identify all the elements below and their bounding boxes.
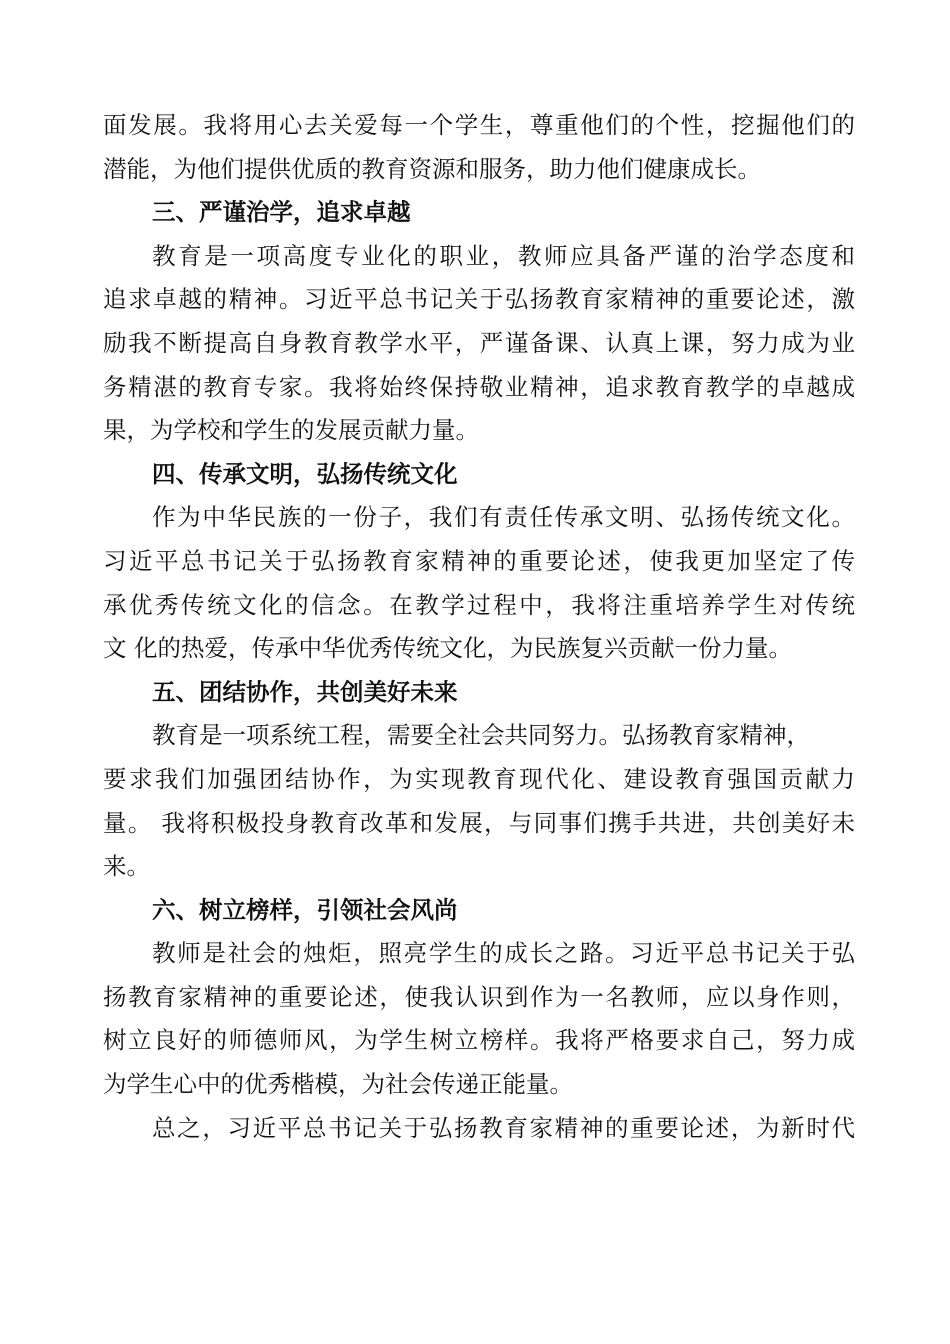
paragraph-line: 为学生心中的优秀楷模，为社会传递正能量。 — [103, 1070, 573, 1099]
paragraph-line: 树立良好的师德师风，为学生树立榜样。我将严格要求自己，努力成 — [103, 1026, 855, 1055]
paragraph-line: 教育是一项高度专业化的职业，教师应具备严谨的治学态度和 — [152, 241, 855, 270]
paragraph-line: 面发展。我将用心去关爱每一个学生，尊重他们的个性，挖掘他们的 — [103, 111, 855, 139]
paragraph-line: 总之，习近平总书记关于弘扬教育家精神的重要论述，为新时代 — [152, 1113, 855, 1142]
paragraph-line: 追求卓越的精神。习近平总书记关于弘扬教育家精神的重要论述，激 — [103, 285, 855, 314]
paragraph-line: 作为中华民族的一份子，我们有责任传承文明、弘扬传统文化。 — [152, 503, 855, 532]
paragraph-line: 习近平总书记关于弘扬教育家精神的重要论述，使我更加坚定了传 — [103, 546, 855, 575]
paragraph-line: 潜能，为他们提供优质的教育资源和服务，助力他们健康成长。 — [103, 154, 761, 183]
paragraph-line: 扬教育家精神的重要论述，使我认识到作为一名教师，应以身作则， — [103, 982, 855, 1011]
paragraph-line: 教师是社会的烛炬，照亮学生的成长之路。习近平总书记关于弘 — [152, 939, 855, 968]
paragraph-line: 务精湛的教育专家。我将始终保持敬业精神，追求教育教学的卓越成 — [103, 372, 855, 401]
section-heading-4: 四、传承文明，弘扬传统文化 — [152, 459, 458, 488]
paragraph-line: 励我不断提高自身教育教学水平，严谨备课、认真上课，努力成为业 — [103, 328, 855, 357]
section-heading-3: 三、严谨治学，追求卓越 — [152, 198, 411, 227]
paragraph-line: 文 化的热爱，传承中华优秀传统文化，为民族复兴贡献一份力量。 — [103, 634, 792, 663]
section-heading-6: 六、树立榜样，引领社会风尚 — [152, 895, 458, 924]
paragraph-line: 果，为学校和学生的发展贡献力量。 — [103, 416, 479, 445]
paragraph-line: 量。 我将积极投身教育改革和发展，与同事们携手共进，共创美好未 — [103, 808, 855, 837]
paragraph-line: 教育是一项系统工程，需要全社会共同努力。弘扬教育家精神， — [152, 721, 810, 750]
section-heading-5: 五、团结协作，共创美好未来 — [152, 677, 458, 706]
paragraph-line: 来。 — [103, 852, 150, 881]
paragraph-line: 承优秀传统文化的信念。在教学过程中，我将注重培养学生对传统 — [103, 590, 855, 619]
document-page — [103, 104, 855, 1150]
paragraph-line: 要求我们加强团结协作，为实现教育现代化、建设教育强国贡献力 — [103, 764, 855, 793]
